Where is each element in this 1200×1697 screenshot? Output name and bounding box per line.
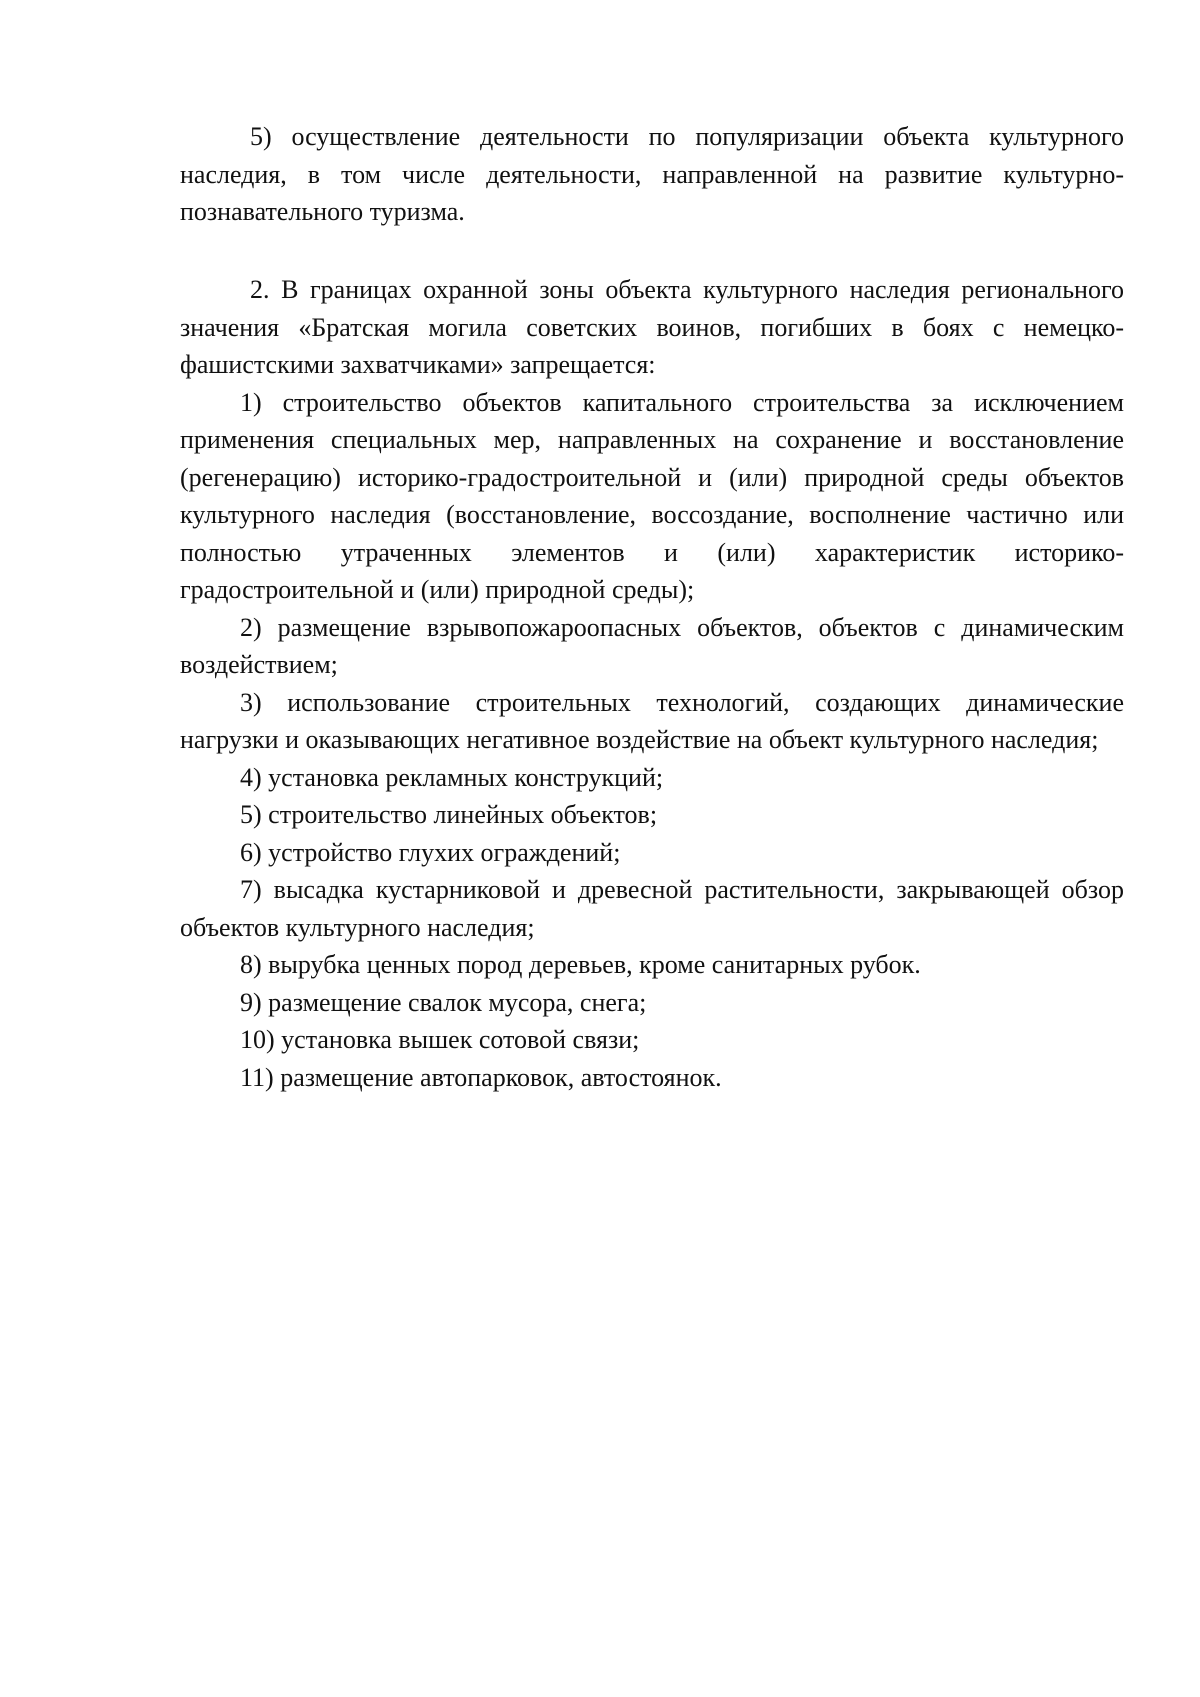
list-item-3: 3) использование строительных технологий, создающих динамические нагрузки и оказывающих негативное воздействие на объект культурного наследия;: [180, 687, 1124, 754]
list-item-9: 9) размещение свалок мусора, снега;: [240, 987, 647, 1017]
top-paragraph-block: [180, 118, 1124, 231]
list-item-11: 11) размещение автопарковок, автостоянок.: [240, 1062, 722, 1092]
section-2-intro: 2. В границах охранной зоны объекта культурного наследия регионального значения «Братская могила советских воинов, погибших в боях с немецко-фашистскими захватчиками» запрещается:: [180, 275, 1124, 379]
list-item-8: 8) вырубка ценных пород деревьев, кроме санитарных рубок.: [240, 950, 921, 979]
list-item-6: 6) устройство глухих ограждений;: [240, 837, 621, 867]
list-item-7: 7) высадка кустарниковой и древесной растительности, закрывающей обзор объектов культурного наследия;: [180, 875, 1124, 942]
list-item-5: 5) строительство линейных объектов;: [240, 800, 658, 829]
list-item-4: 4) установка рекламных конструкций;: [240, 762, 664, 792]
paragraph-item-5-popularization: 5) осуществление деятельности по популяризации объекта культурного наследия, в том числе деятельности, направленной на развитие культурно-познавательного туризма.: [180, 122, 1124, 226]
list-item-1: 1) строительство объектов капитального строительства за исключением применения специальных мер, направленных на сохранение и восстановление (регенерацию) историко-градостроительной и (или) природной среды объектов культурного наследия (восстановление, воссоздание, восполнение частично или полностью утраченных элементов и (или) характеристик историко-градостроительной и (или) природной среды);: [180, 387, 1124, 604]
section-2-block: [180, 271, 1124, 1096]
list-item-2: 2) размещение взрывопожароопасных объектов, объектов с динамическим воздействием;: [180, 612, 1124, 679]
list-item-10: 10) установка вышек сотовой связи;: [240, 1025, 640, 1054]
